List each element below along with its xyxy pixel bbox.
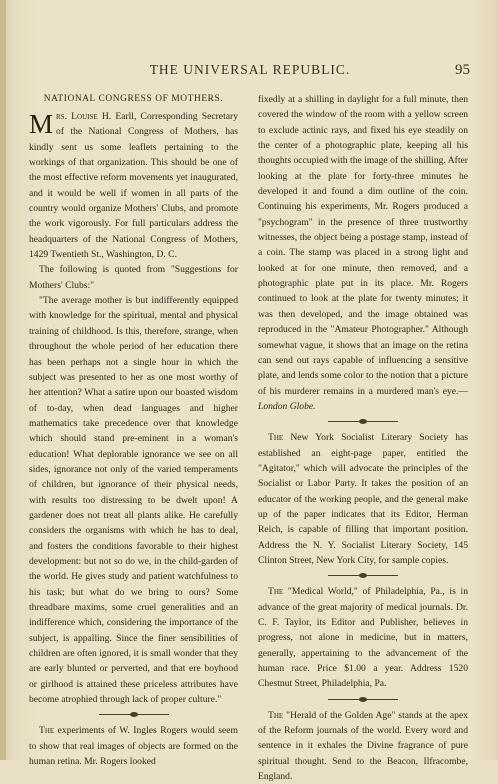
section-divider: [328, 419, 398, 424]
article-paragraph-2: The following is quoted from "Suggestions for Mothers' Clubs:": [29, 264, 238, 291]
page-number: 95: [455, 62, 470, 78]
paragraph-text: H. Earll, Corresponding Secretary of the National Congress of Mothers, has kindly sent us some leaflets pertaining to the workings of that organization. This should be one of the most effective reform movements yet inaugurated, and it would be well if women in all parts of the country would organize Mothers' Clubs, and promote the work vigorously. For full particulars address the headquarters of the National Congress of Mothers, 1429 Twentieth St., Washington, D. C.: [29, 111, 238, 261]
item-medical-world: [258, 584, 468, 691]
source-citation: London Globe.: [258, 400, 316, 412]
paragraph-text: "Medical World," of Philadelphia, Pa., is in advance of the great majority of medical journals. Dr. C. F. Taylor, its Editor and Publisher, believes in progress, not alone in medicine, but in matters, generally, appertaining to the advancement of the human race. Price $1.00 a year. Address 1520 Chestnut Street, Philadelphia, Pa.: [258, 586, 468, 690]
item-socialist-society: [258, 430, 468, 568]
item-herald-golden-age: [258, 708, 468, 784]
paragraph-text: "Herald of the Golden Age" stands at the apex of the Reform journals of the world. Every word and sentence in it exhales the Divine fragrance of pure spiritual thought. Send to the Beacon, Ilfracombe, England.: [258, 709, 468, 783]
section-divider: [328, 573, 398, 578]
running-header: [30, 62, 470, 82]
lead-in: The: [39, 725, 55, 737]
section-divider: [99, 712, 169, 717]
right-column: [258, 92, 468, 784]
lead-in: The: [268, 432, 284, 444]
item-rogers-experiments: [29, 723, 238, 769]
drop-cap: M: [29, 109, 54, 139]
page-binding-edge: [0, 0, 6, 760]
section-divider: [328, 697, 398, 702]
paragraph-text: experiments of W. Ingles Rogers would seem to show that real images of objects are formed on the human retina. Mr. Rogers looked: [29, 725, 238, 768]
running-title: THE UNIVERSAL REPUBLIC.: [149, 62, 351, 77]
item-rogers-continued: [258, 92, 468, 414]
lead-in: The: [268, 709, 284, 721]
article-paragraph-3: "The average mother is but indifferently equipped with knowledge for the spiritual, mental and physical training of childhood. Is this, therefore, strange, when throughout the whole period of her education there has been perhaps not a single hour in which the subject was presented to her as one most worthy of her attention? What a satire upon our boasted wisdom of to-day, when dead languages and higher mathematics take precedence over that knowledge which should stand pre-eminent in a woman's education! What deplorable ignorance we see on all sides, ignorance not only of the varied temperaments of children, but ignorance of their physical needs, with results too distressing to be dwelt upon! A gardener does not treat all plants alike. He carefully considers the organisms with which he has to deal, and fosters the conditions favorable to their highest development: but not so do we, in the child-garden of the world. He gives study and patient watchfulness to his task; but what do we bring to ours? Some threadbare maxims, some cruel generalities and an indifference which, considering the importance of the subject, is appalling. Since the finer sensibilities of children are often ignored, it is small wonder that they are early blunted or perverted, and that ere boyhood or girlhood is attained these priceless attributes have become atrophied through lack of proper culture.": [29, 295, 238, 706]
article-title: NATIONAL CONGRESS OF MOTHERS.: [43, 94, 224, 104]
left-column: [29, 92, 238, 769]
paragraph-text: New York Socialist Literary Society has established an eight-page paper, entitled the "Agitator," which will advocate the principles of the Socialist or Labor Party. It takes the position of an educator of the working people, and the general make up of the paper indicates that its Editor, Herman Reich, is capable of filling that important position. Address the N. Y. Socialist Literary Society, 145 Clinton Street, New York City, for sample copies.: [258, 432, 468, 566]
article-paragraph-1: [29, 109, 238, 262]
paragraph-text: fixedly at a shilling in daylight for a full minute, then covered the window of the room with a yellow screen to exclude actinic rays, and fixed his eye steadily on the center of a photographic plate, keeping all his thoughts occupied with the image of the shilling. After looking at the plate for forty-three minutes he developed it and found a dim outline of the coin. Continuing his experiments, Mr. Rogers produced a "psychogram" in the presence of three trustworthy witnesses, the object being a postage stamp, instead of a coin. The stamp was placed in a strong light and looked at for one minute, then removed, and a photographic plate put in its place. Mr. Rogers continued to look at the plate for twenty minutes; it was then developed, and the image obtained was reproduced in the "Amateur Photographer." Although somewhat vague, it shows that an image on the retina can send out rays capable of influencing a sensitive plate, and lends some color to the notion that a picture of his murderer remains in a murdered man's eye.—: [258, 94, 468, 397]
lead-in: The: [268, 586, 284, 598]
lead-in: rs. Louise: [56, 111, 98, 122]
